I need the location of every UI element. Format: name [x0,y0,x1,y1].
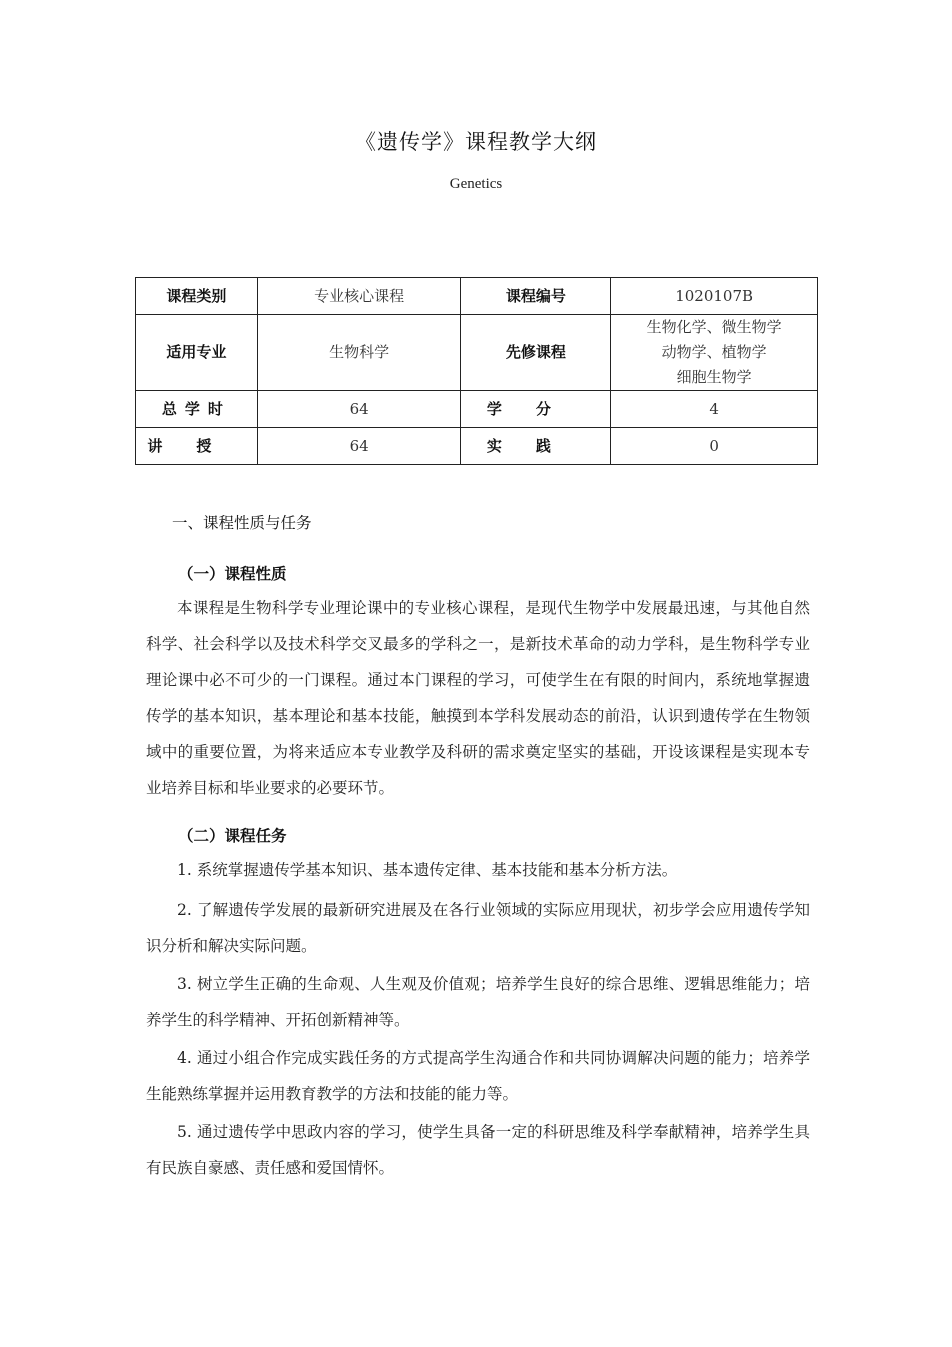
task-item: 4. 通过小组合作完成实践任务的方式提高学生沟通合作和共同协调解决问题的能力；培养学生能熟练掌握并运用教育教学的方法和技能的能力等。 [146,1049,810,1103]
table-row [136,428,818,465]
course-category-label: 课程类别 [136,278,258,315]
total-hours-label: 总学时 [136,391,258,428]
prereq-line: 细胞生物学 [676,368,752,386]
document-subtitle: Genetics [449,176,503,192]
task-item: 2. 了解遗传学发展的最新研究进展及在各行业领域的实际应用现状，初步学会应用遗传学知识分析和解决实际问题。 [146,901,810,955]
credits-label: 学分 [461,391,611,428]
subsection-heading-nature: （一）课程性质 [178,565,287,583]
course-category-value: 专业核心课程 [257,278,461,315]
prereq-label: 先修课程 [461,315,611,391]
subsection-heading-tasks: （二）课程任务 [178,827,287,845]
credits-value: 4 [611,391,818,428]
table-row [136,391,818,428]
course-nature-paragraph: 本课程是生物科学专业理论课中的专业核心课程，是现代生物学中发展最迅速，与其他自然科学、社会科学以及技术科学交叉最多的学科之一，是新技术革命的动力学科，是生物科学专业理论课中必不可少的一门课程。通过本门课程的学习，可使学生在有限的时间内，系统地掌握遗传学的基本知识，基本理论和基本技能，触摸到本学科发展动态的前沿，认识到遗传学在生物领域中的重要位置，为将来适应本专业教学及科研的需求奠定坚实的基础，开设该课程是实现本专业培养目标和毕业要求的必要环节。 [146,599,810,797]
section-heading: 一、课程性质与任务 [172,514,312,532]
prereq-line: 动物学、植物学 [661,343,767,361]
table-row [136,278,818,315]
prereq-value [611,315,818,391]
major-label: 适用专业 [136,315,258,391]
practice-label: 实践 [461,428,611,465]
document-title: 《遗传学》课程教学大纲 [355,130,597,154]
practice-value: 0 [611,428,818,465]
major-value: 生物科学 [257,315,461,391]
course-info-table [135,277,818,465]
lecture-value: 64 [257,428,461,465]
table-row [136,315,818,391]
task-item: 5. 通过遗传学中思政内容的学习，使学生具备一定的科研思维及科学奉献精神，培养学生具有民族自豪感、责任感和爱国情怀。 [146,1123,810,1177]
total-hours-value: 64 [257,391,461,428]
course-code-label: 课程编号 [461,278,611,315]
prereq-line: 生物化学、微生物学 [646,318,782,336]
task-item: 3. 树立学生正确的生命观、人生观及价值观；培养学生良好的综合思维、逻辑思维能力；培养学生的科学精神、开拓创新精神等。 [146,975,810,1029]
course-code-value: 1020107B [611,278,818,315]
lecture-label: 讲授 [136,428,258,465]
task-item: 1. 系统掌握遗传学基本知识、基本遗传定律、基本技能和基本分析方法。 [177,861,678,879]
